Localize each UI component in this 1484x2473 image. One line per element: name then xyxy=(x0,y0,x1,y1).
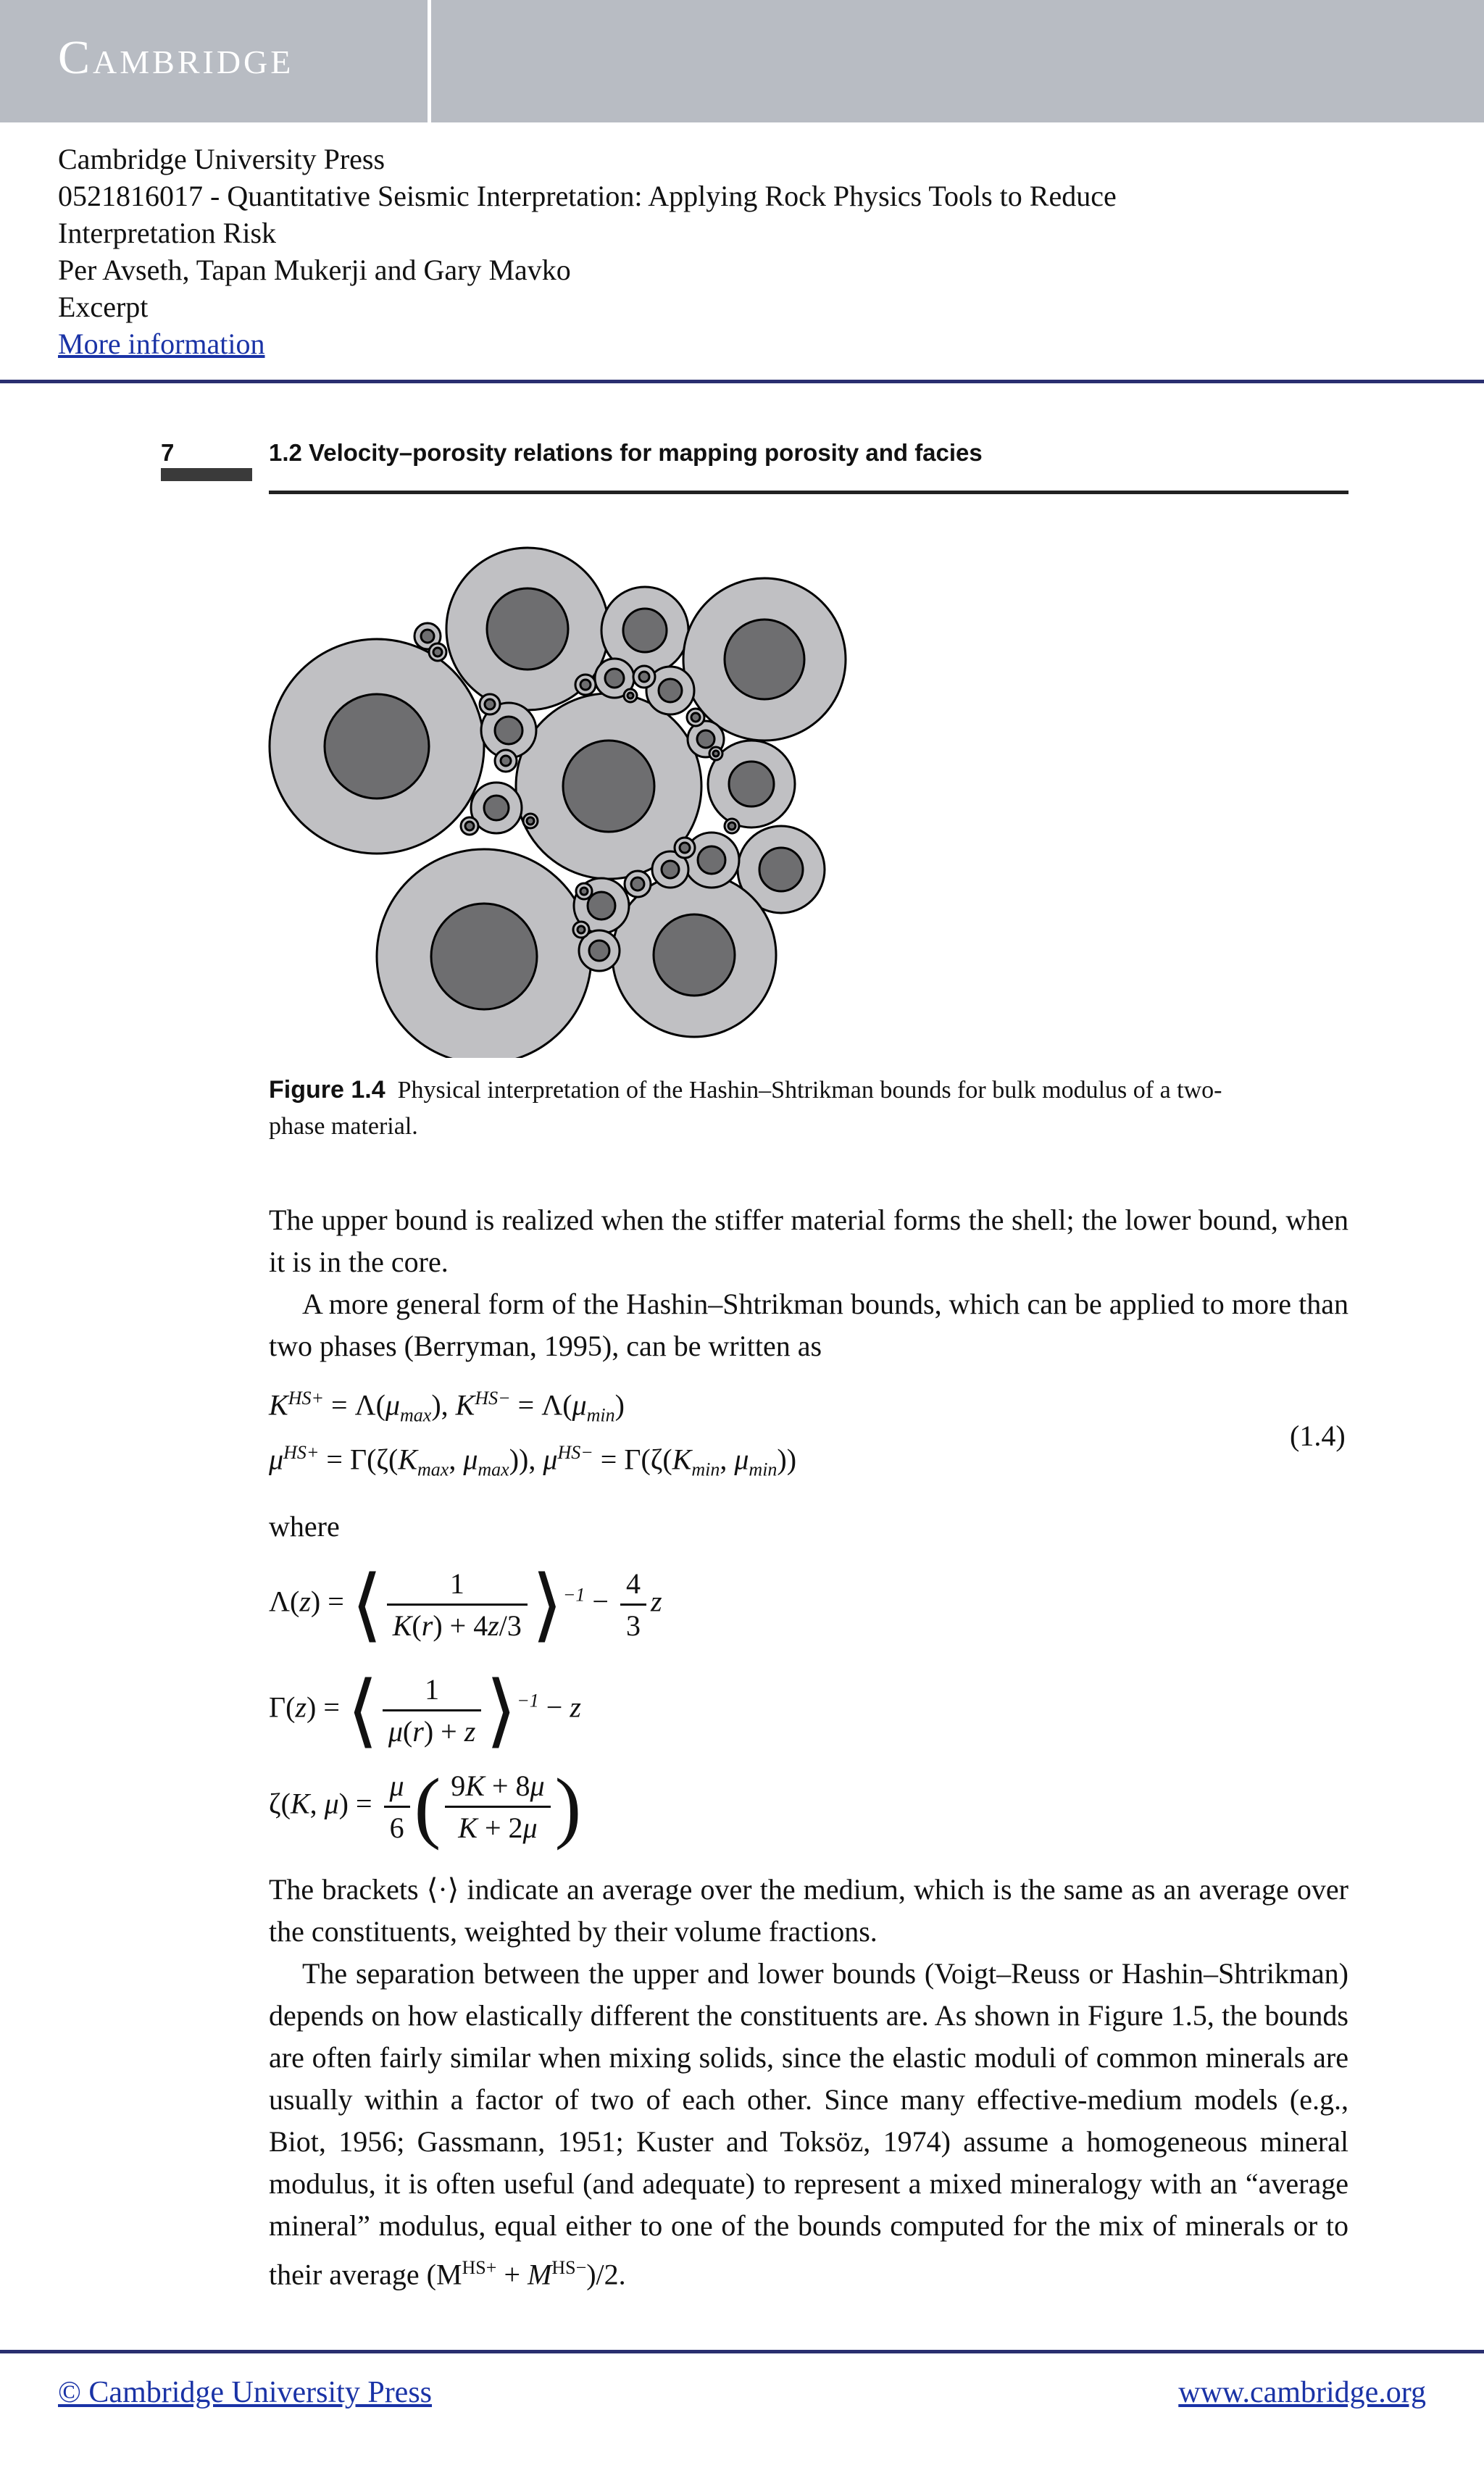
running-head-rule xyxy=(269,491,1348,494)
banner-divider xyxy=(428,0,431,122)
book-title-continued: Interpretation Risk xyxy=(58,217,277,249)
equation-1-4-line-2: $\mu^{HS+} = \Gamma(\zeta(K_{max}$, $\mu_{max}$)), $\mu^{HS-} = \Gamma(\zeta(K_{min}$, $\mu_{min}$)) xyxy=(269,1442,797,1480)
top-divider xyxy=(0,380,1484,383)
paragraph-2: A more general form of the Hashin–Shtrikman bounds, which can be applied to more than two phases (Berryman, 1995), can be written as xyxy=(269,1288,1348,1362)
book-authors: Per Avseth, Tapan Mukerji and Gary Mavko xyxy=(58,254,571,286)
paragraph-1: The upper bound is realized when the stiffer material forms the shell; the lower bound, when it is in the core. xyxy=(269,1204,1348,1278)
book-isbn-title: 0521816017 - Quantitative Seismic Interpretation: Applying Rock Physics Tools to Reduce xyxy=(58,180,1117,212)
more-information-link[interactable]: More information xyxy=(58,328,265,360)
publication-info xyxy=(58,141,1117,362)
excerpt-label: Excerpt xyxy=(58,291,149,323)
header-banner xyxy=(0,0,1484,122)
cambridge-logo[interactable]: Cambridge xyxy=(58,31,294,84)
figure-caption xyxy=(269,1072,1247,1145)
equation-1-4-line-1: $K^{HS+} = \Lambda(\mu_{max})$, $K^{HS-} = \Lambda(\mu_{min})$ xyxy=(269,1388,625,1426)
where-text: where xyxy=(269,1510,340,1543)
publisher-name: Cambridge University Press xyxy=(58,143,385,175)
equation-number: (1.4) xyxy=(1290,1419,1346,1452)
paragraph-3: The brackets ⟨·⟩ indicate an average over the medium, which is the same as an average over the constituents, weighted by their volume fractions. xyxy=(269,1873,1348,1948)
figure-label: Figure 1.4 xyxy=(269,1076,385,1104)
hashin-shtrikman-figure xyxy=(261,536,855,1058)
figure-caption-text: Physical interpretation of the Hashin–Shtrikman bounds for bulk modulus of a two-phase material. xyxy=(269,1077,1222,1140)
equation-zeta: ζ(K, μ) = $\frac{\mu}{6}$ ( $\frac{9K + 8\mu}{K + 2\mu}$ ) xyxy=(269,1762,582,1851)
copyright-link[interactable]: © Cambridge University Press xyxy=(58,2376,433,2409)
paragraph-4-text: The separation between the upper and lower bounds (Voigt–Reuss or Hashin–Shtrikman) depends on how elastically different the constituents are. As shown in Figure 1.5, the bounds are often fairly similar when mixing solids, since the elastic moduli of common minerals are usually within a factor of two of each other. Since many effective-medium models (e.g., Biot, 1956; Gassmann, 1951; Kuster and Toksöz, 1974) assume a homogeneous mineral modulus, it is often useful (and adequate) to represent a mixed mineralogy with an “average mineral” modulus, equal either to one of the bounds computed for the mix of minerals or to their average (M xyxy=(269,1957,1348,2291)
bottom-divider xyxy=(0,2350,1484,2353)
paragraph-4: The separation between the upper and lower bounds (Voigt–Reuss or Hashin–Shtrikman) depends on how elastically different the constituents are. As shown in Figure 1.5, the bounds are often fairly similar when mixing solids, since the elastic moduli of common minerals are usually within a factor of two of each other. Since many effective-medium models (e.g., Biot, 1956; Gassmann, 1951; Kuster and Toksöz, 1974) assume a homogeneous mineral modulus, it is often useful (and adequate) to represent a mixed mineralogy with an “average mineral” modulus, equal either to one of the bounds computed for the mix of minerals or to their average $(M^{HS+} + M^{HS-})/2$. xyxy=(269,1957,1348,2291)
page-number-bar xyxy=(161,468,252,481)
website-link[interactable]: www.cambridge.org xyxy=(1178,2376,1426,2409)
page-number: 7 xyxy=(161,439,175,466)
equation-lambda: Λ(z) = ⟨ $\frac{1}{K(r) + 4z/3}$ ⟩$^{-1}$ − $\frac{4}{3}$ z xyxy=(269,1561,662,1649)
equation-gamma: Γ(z) = ⟨ $\frac{1}{\mu(r) + z}$ ⟩$^{-1}$ − z xyxy=(269,1667,581,1755)
running-head: 1.2 Velocity–porosity relations for mapping porosity and facies xyxy=(269,439,983,466)
